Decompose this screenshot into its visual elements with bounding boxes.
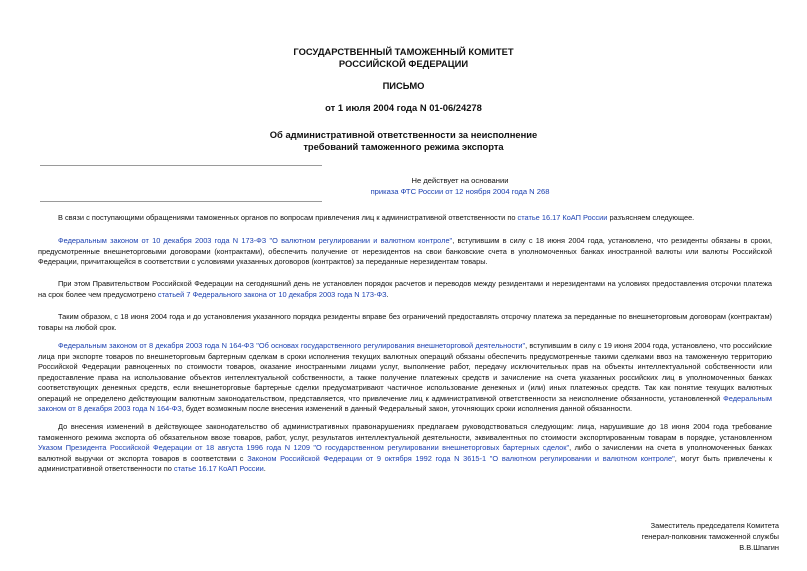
link-presidential-decree-1209[interactable]: Указом Президента Российской Федерации от 18 августа 1996 года N 1209 "О государственном регулировании внешнеторговых бартерных сделок" [38,443,570,452]
signature-block [642,520,779,553]
status-note [300,175,620,197]
link-article-7-law-173[interactable]: статьей 7 Федерального закона от 10 декабря 2003 года N 173-ФЗ [157,289,387,299]
paragraph-5: Федеральным законом от 8 декабря 2003 года N 164-ФЗ "Об основах государственного регулирования внешнеторговой деятельности", вступившим в силу с 19 июня 2004 года, установлено, что российские лица при экспорте товаров по внешнеторговым бартерным сделкам в сроки исполнения текущих валютных операций обязаны обеспечить предусмотренные такими сделками ввоз на таможенную территорию Российской Федерации равноценных по стоимости товаров, оказание иностранными лицами услуг, выполнение работ, передачу исключительных прав на объекты интеллектуальной собственности или предоставление права на использование объектов интеллектуальной собственности, а также получение платежных средств и зачисление на счета указанных российских лиц в уполномоченных банках соответствующих денежных средств, если внешнеторговые бартерные сделки предусматривают частичное использование денежных и (или) иных платежных средств. Так как понятие текущих валютных операций не определено действующим валютным законодательством, представляется, что привлечение лиц к административной ответственности за неисполнение обязанности, установленной Федеральным законом от 8 декабря 2003 года N 164-ФЗ, будет возможным после внесения изменений в данный Федеральный закон, уточняющих сроки исполнения данной обязанности. [38,341,772,413]
divider-top [40,165,322,166]
document-date-number: от 1 июля 2004 года N 01-06/24278 [325,102,482,113]
link-article-16-17-ref[interactable]: статье 16.17 КоАП России [173,464,264,473]
link-federal-law-164-ref[interactable]: Федеральным законом от 8 декабря 2003 года N 164-ФЗ [38,393,772,413]
signature-rank: генерал-полковник таможенной службы [641,532,779,541]
agency-name-line2: РОССИЙСКОЙ ФЕДЕРАЦИИ [338,58,469,69]
signature-position: Заместитель председателя Комитета [650,521,779,530]
link-law-3615-1[interactable]: Законом Российской Федерации от 9 октября 1992 года N 3615-1 "О валютном регулировании и валютном контроле" [247,453,675,463]
paragraph-3: При этом Правительством Российской Федерации на сегодняшний день не установлен порядок расчетов и переводов между резидентами и нерезидентами на условиях предоставления отсрочки платежа на срок более чем предусмотрено статьей 7 Федерального закона от 10 декабря 2003 года N 173-ФЗ. [38,279,772,299]
paragraph-2: Федеральным законом от 10 декабря 2003 года N 173-ФЗ "О валютном регулировании и валютном контроле", вступившим в силу с 18 июня 2004 года, установлено, что резиденты обязаны в сроки, предусмотренные внешнеторговыми договорами (контрактами), обеспечить получение от нерезидентов на свои банковские счета в уполномоченных банках иностранной валюты или валюты Российской Федерации, причитающейся в соответствии с условиями указанных договоров (контрактов) за переданные нерезидентам товары. [38,236,772,266]
paragraph-6: До внесения изменений в действующее законодательство об административных правонарушениях предлагаем руководствоваться следующим: лица, нарушившие до 18 июня 2004 года требование таможенного режима экспорта об обязательном ввозе товаров, работ, услуг, результатов интеллектуальной деятельности, эквивалентных по стоимости экспортированным товарам в порядке, установленном Указом Президента Российской Федерации от 18 августа 1996 года N 1209 "О государственном регулировании внешнеторговых бартерных сделок", либо о зачислении на счета в уполномоченных банках валютной выручки от экспорта товаров в соответствии с Законом Российской Федерации от 9 октября 1992 года N 3615-1 "О валютном регулировании и валютном контроле", могут быть привлечены к административной ответственности по статье 16.17 КоАП России. [38,422,773,473]
link-federal-law-173[interactable]: Федеральным законом от 10 декабря 2003 года N 173-ФЗ "О валютном регулировании и валютном контроле" [58,236,453,245]
status-note-link[interactable]: приказа ФТС России от 12 ноября 2004 года N 268 [370,187,550,196]
link-federal-law-164[interactable]: Федеральным законом от 8 декабря 2003 года N 164-ФЗ "Об основах государственного регулирования внешнеторговой деятельности" [58,341,526,350]
paragraph-1: В связи с поступающими обращениями таможенных органов по вопросам привлечения лиц к административной ответственности по статье 16.17 КоАП России разъясняем следующее. [58,213,695,222]
divider-bottom [40,201,322,202]
link-article-16-17[interactable]: статье 16.17 КоАП России [517,213,608,222]
agency-name-line1: ГОСУДАРСТВЕННЫЙ ТАМОЖЕННЫЙ КОМИТЕТ [293,46,514,57]
status-note-text: Не действует на основании [411,176,509,185]
paragraph-4: Таким образом, с 18 июня 2004 года и до установления указанного порядка резиденты вправе без ограничений предоставлять отсрочку платежа за переданные по внешнеторговым договорам (контрактам) товары на любой срок. [38,312,772,332]
document-subject-line1: Об административной ответственности за неисполнение [269,129,538,140]
document-type: ПИСЬМО [382,80,425,91]
document-subject-line2: требований таможенного режима экспорта [303,141,504,152]
signature-name: В.В.Шпагин [739,543,779,552]
